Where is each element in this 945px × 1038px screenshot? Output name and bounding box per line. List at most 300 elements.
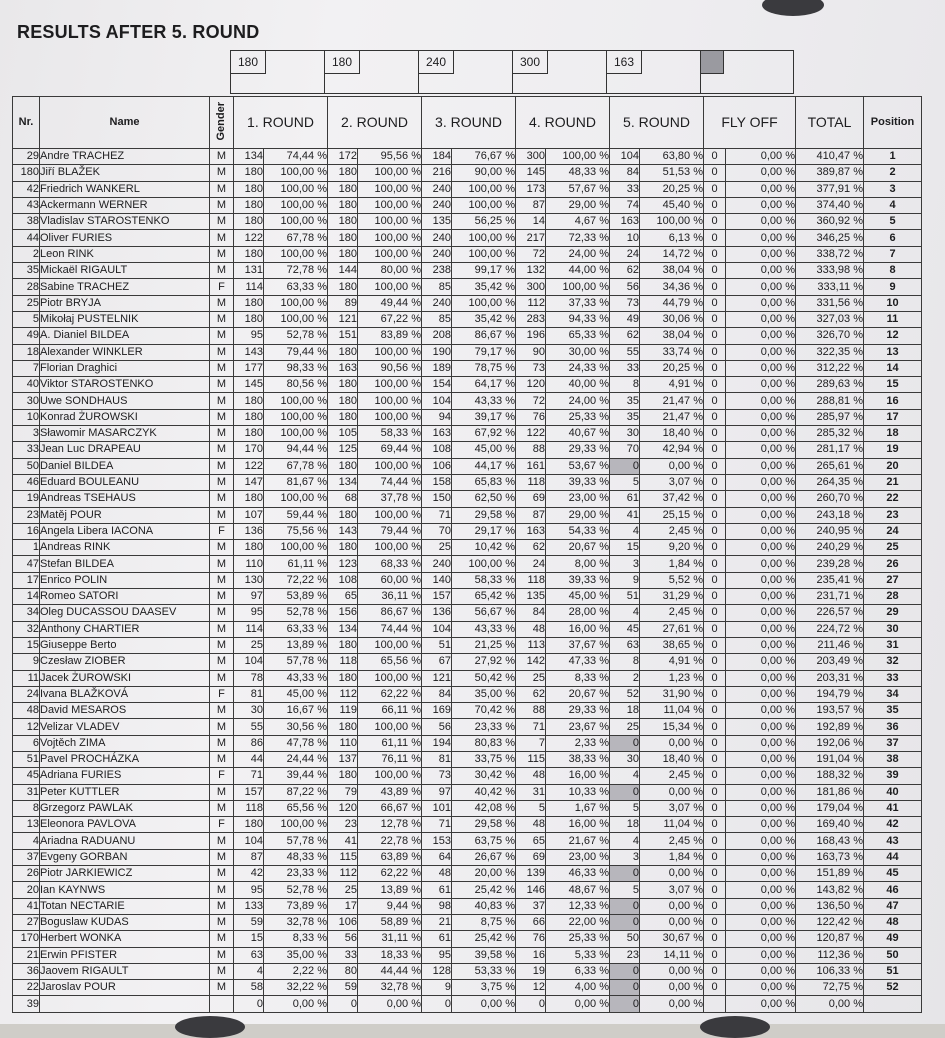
round-4-points: 88 <box>516 442 546 458</box>
competitor-nr: 6 <box>13 735 40 751</box>
flyoff-points: 0 <box>704 686 726 702</box>
flyoff-percent: 0,00 % <box>726 898 796 914</box>
round-3-percent: 100,00 % <box>452 197 516 213</box>
round-1-percent: 73,89 % <box>264 898 328 914</box>
max-points-flyoff <box>700 50 794 94</box>
competitor-name: Jaovem RIGAULT <box>40 963 210 979</box>
round-4-points: 65 <box>516 833 546 849</box>
position: 22 <box>864 491 922 507</box>
round-3-points: 238 <box>422 263 452 279</box>
round-2-points: 108 <box>328 572 358 588</box>
competitor-nr: 17 <box>13 572 40 588</box>
flyoff-points: 0 <box>704 572 726 588</box>
position: 42 <box>864 817 922 833</box>
round-1-percent: 100,00 % <box>264 491 328 507</box>
round-3-points: 84 <box>422 686 452 702</box>
round-3-percent: 29,58 % <box>452 507 516 523</box>
round-3-points: 189 <box>422 360 452 376</box>
round-3-points: 104 <box>422 393 452 409</box>
competitor-name: Leon RINK <box>40 246 210 262</box>
competitor-name: Andre TRACHEZ <box>40 149 210 165</box>
table-row <box>13 817 922 833</box>
round-3-percent: 53,33 % <box>452 963 516 979</box>
flyoff-percent: 0,00 % <box>726 197 796 213</box>
round-3-points: 240 <box>422 556 452 572</box>
round-1-percent: 87,22 % <box>264 784 328 800</box>
table-row <box>13 491 922 507</box>
total-percent: 151,89 % <box>796 866 864 882</box>
round-5-percent: 30,67 % <box>640 931 704 947</box>
round-2-percent: 80,00 % <box>358 263 422 279</box>
position: 6 <box>864 230 922 246</box>
total-percent: 264,35 % <box>796 474 864 490</box>
round-4-percent: 30,00 % <box>546 344 610 360</box>
round-3-percent: 62,50 % <box>452 491 516 507</box>
round-2-points: 110 <box>328 735 358 751</box>
round-4-points: 12 <box>516 980 546 996</box>
competitor-nr: 27 <box>13 914 40 930</box>
round-3-percent: 25,42 % <box>452 882 516 898</box>
round-5-points: 18 <box>610 817 640 833</box>
round-5-percent: 1,84 % <box>640 556 704 572</box>
round-5-points: 35 <box>610 393 640 409</box>
round-3-points: 70 <box>422 523 452 539</box>
round-5-points: 61 <box>610 491 640 507</box>
round-1-points: 136 <box>234 523 264 539</box>
flyoff-points: 0 <box>704 474 726 490</box>
round-3-points: 0 <box>422 996 452 1012</box>
flyoff-percent: 0,00 % <box>726 637 796 653</box>
round-4-percent: 23,00 % <box>546 491 610 507</box>
round-2-percent: 58,33 % <box>358 426 422 442</box>
header-round-5: 5. ROUND <box>610 97 704 149</box>
round-3-percent: 43,33 % <box>452 393 516 409</box>
round-4-percent: 48,33 % <box>546 165 610 181</box>
round-5-points: 5 <box>610 800 640 816</box>
round-5-percent: 0,00 % <box>640 963 704 979</box>
competitor-gender: M <box>210 393 234 409</box>
position: 48 <box>864 914 922 930</box>
round-3-percent: 43,33 % <box>452 621 516 637</box>
flyoff-percent: 0,00 % <box>726 507 796 523</box>
round-5-points: 0 <box>610 898 640 914</box>
round-1-points: 0 <box>234 996 264 1012</box>
round-1-points: 180 <box>234 214 264 230</box>
round-3-points: 157 <box>422 589 452 605</box>
round-3-points: 9 <box>422 980 452 996</box>
total-percent: 194,79 % <box>796 686 864 702</box>
round-3-percent: 56,67 % <box>452 605 516 621</box>
flyoff-points: 0 <box>704 931 726 947</box>
competitor-name: Konrad ŻUROWSKI <box>40 409 210 425</box>
round-4-points: 62 <box>516 686 546 702</box>
flyoff-points: 0 <box>704 426 726 442</box>
round-5-percent: 0,00 % <box>640 784 704 800</box>
flyoff-percent: 0,00 % <box>726 311 796 327</box>
flyoff-percent: 0,00 % <box>726 963 796 979</box>
table-row <box>13 589 922 605</box>
round-1-points: 114 <box>234 621 264 637</box>
round-5-points: 0 <box>610 980 640 996</box>
flyoff-points: 0 <box>704 914 726 930</box>
round-3-percent: 63,75 % <box>452 833 516 849</box>
round-2-percent: 100,00 % <box>358 393 422 409</box>
competitor-name: Piotr BRYJA <box>40 295 210 311</box>
round-4-points: 0 <box>516 996 546 1012</box>
max-points-value: 163 <box>607 51 642 74</box>
flyoff-points: 0 <box>704 898 726 914</box>
round-4-points: 163 <box>516 523 546 539</box>
round-3-percent: 35,00 % <box>452 686 516 702</box>
flyoff-points: 0 <box>704 817 726 833</box>
round-3-points: 240 <box>422 295 452 311</box>
total-percent: 224,72 % <box>796 621 864 637</box>
round-4-points: 135 <box>516 589 546 605</box>
total-percent: 410,47 % <box>796 149 864 165</box>
round-5-points: 4 <box>610 605 640 621</box>
round-4-percent: 20,67 % <box>546 540 610 556</box>
competitor-gender: M <box>210 214 234 230</box>
position: 5 <box>864 214 922 230</box>
round-1-percent: 100,00 % <box>264 540 328 556</box>
round-1-points: 114 <box>234 279 264 295</box>
flyoff-points: 0 <box>704 768 726 784</box>
position: 50 <box>864 947 922 963</box>
round-3-percent: 70,42 % <box>452 703 516 719</box>
round-4-points: 48 <box>516 817 546 833</box>
max-points-value <box>701 51 724 74</box>
round-5-points: 74 <box>610 197 640 213</box>
round-5-percent: 18,40 % <box>640 751 704 767</box>
total-percent: 322,35 % <box>796 344 864 360</box>
round-4-percent: 4,00 % <box>546 980 610 996</box>
total-percent: 281,17 % <box>796 442 864 458</box>
round-1-percent: 100,00 % <box>264 393 328 409</box>
flyoff-percent: 0,00 % <box>726 246 796 262</box>
round-2-percent: 86,67 % <box>358 605 422 621</box>
flyoff-percent: 0,00 % <box>726 605 796 621</box>
flyoff-percent: 0,00 % <box>726 540 796 556</box>
round-3-points: 153 <box>422 833 452 849</box>
competitor-gender: M <box>210 426 234 442</box>
round-5-points: 4 <box>610 523 640 539</box>
round-4-percent: 40,00 % <box>546 377 610 393</box>
flyoff-percent: 0,00 % <box>726 784 796 800</box>
position: 9 <box>864 279 922 295</box>
competitor-gender: M <box>210 703 234 719</box>
round-4-percent: 54,33 % <box>546 523 610 539</box>
competitor-nr: 40 <box>13 377 40 393</box>
round-2-percent: 37,78 % <box>358 491 422 507</box>
flyoff-percent: 0,00 % <box>726 523 796 539</box>
round-5-percent: 11,04 % <box>640 817 704 833</box>
flyoff-points: 0 <box>704 393 726 409</box>
round-4-percent: 24,00 % <box>546 246 610 262</box>
round-4-percent: 2,33 % <box>546 735 610 751</box>
competitor-gender: M <box>210 654 234 670</box>
round-3-points: 85 <box>422 311 452 327</box>
round-1-points: 63 <box>234 947 264 963</box>
competitor-gender: M <box>210 328 234 344</box>
round-1-points: 87 <box>234 849 264 865</box>
competitor-name: Grzegorz PAWLAK <box>40 800 210 816</box>
round-1-percent: 52,78 % <box>264 882 328 898</box>
round-3-percent: 58,33 % <box>452 572 516 588</box>
round-2-percent: 65,56 % <box>358 654 422 670</box>
round-1-points: 42 <box>234 866 264 882</box>
round-5-points: 41 <box>610 507 640 523</box>
round-3-points: 61 <box>422 882 452 898</box>
flyoff-points: 0 <box>704 311 726 327</box>
round-1-points: 131 <box>234 263 264 279</box>
flyoff-percent: 0,00 % <box>726 914 796 930</box>
round-3-points: 25 <box>422 540 452 556</box>
total-percent: 333,98 % <box>796 263 864 279</box>
round-5-percent: 0,00 % <box>640 914 704 930</box>
round-4-percent: 72,33 % <box>546 230 610 246</box>
round-3-points: 56 <box>422 719 452 735</box>
round-3-points: 21 <box>422 914 452 930</box>
flyoff-percent: 0,00 % <box>726 947 796 963</box>
flyoff-percent: 0,00 % <box>726 572 796 588</box>
round-1-points: 55 <box>234 719 264 735</box>
round-5-points: 62 <box>610 328 640 344</box>
round-4-points: 66 <box>516 914 546 930</box>
competitor-gender: M <box>210 849 234 865</box>
competitor-name: Mikołaj PUSTELNIK <box>40 311 210 327</box>
round-1-percent: 32,22 % <box>264 980 328 996</box>
competitor-nr: 36 <box>13 963 40 979</box>
total-percent: 389,87 % <box>796 165 864 181</box>
competitor-name: Vladislav STAROSTENKO <box>40 214 210 230</box>
flyoff-percent: 0,00 % <box>726 833 796 849</box>
round-1-percent: 53,89 % <box>264 589 328 605</box>
competitor-name: Florian Draghici <box>40 360 210 376</box>
round-2-percent: 100,00 % <box>358 377 422 393</box>
total-percent: 191,04 % <box>796 751 864 767</box>
total-percent: 260,70 % <box>796 491 864 507</box>
competitor-gender: M <box>210 197 234 213</box>
round-4-percent: 24,33 % <box>546 360 610 376</box>
total-percent: 120,87 % <box>796 931 864 947</box>
round-5-percent: 2,45 % <box>640 768 704 784</box>
round-4-percent: 5,33 % <box>546 947 610 963</box>
max-points-round-2 <box>324 50 418 94</box>
round-2-percent: 100,00 % <box>358 540 422 556</box>
flyoff-percent: 0,00 % <box>726 393 796 409</box>
round-1-points: 130 <box>234 572 264 588</box>
round-5-percent: 0,00 % <box>640 980 704 996</box>
round-5-percent: 18,40 % <box>640 426 704 442</box>
flyoff-points: 0 <box>704 295 726 311</box>
round-1-percent: 100,00 % <box>264 311 328 327</box>
round-2-points: 156 <box>328 605 358 621</box>
round-2-percent: 100,00 % <box>358 409 422 425</box>
competitor-name: Ackermann WERNER <box>40 197 210 213</box>
round-5-percent: 0,00 % <box>640 866 704 882</box>
competitor-nr: 16 <box>13 523 40 539</box>
position: 37 <box>864 735 922 751</box>
round-2-percent: 44,44 % <box>358 963 422 979</box>
competitor-gender: M <box>210 491 234 507</box>
competitor-gender: M <box>210 474 234 490</box>
flyoff-percent: 0,00 % <box>726 751 796 767</box>
competitor-nr: 22 <box>13 980 40 996</box>
round-1-points: 78 <box>234 670 264 686</box>
flyoff-percent: 0,00 % <box>726 165 796 181</box>
competitor-gender: M <box>210 947 234 963</box>
round-4-percent: 1,67 % <box>546 800 610 816</box>
round-4-points: 88 <box>516 703 546 719</box>
round-3-percent: 25,42 % <box>452 931 516 947</box>
round-4-points: 173 <box>516 181 546 197</box>
round-3-points: 108 <box>422 442 452 458</box>
competitor-gender: M <box>210 914 234 930</box>
round-3-percent: 23,33 % <box>452 719 516 735</box>
total-percent: 331,56 % <box>796 295 864 311</box>
flyoff-points: 0 <box>704 409 726 425</box>
round-3-percent: 86,67 % <box>452 328 516 344</box>
round-3-points: 216 <box>422 165 452 181</box>
flyoff-percent: 0,00 % <box>726 149 796 165</box>
position: 38 <box>864 751 922 767</box>
round-5-percent: 9,20 % <box>640 540 704 556</box>
round-4-percent: 47,33 % <box>546 654 610 670</box>
round-3-points: 73 <box>422 768 452 784</box>
round-2-points: 112 <box>328 866 358 882</box>
total-percent: 326,70 % <box>796 328 864 344</box>
competitor-gender: M <box>210 360 234 376</box>
max-points-round-3 <box>418 50 512 94</box>
round-3-points: 81 <box>422 751 452 767</box>
table-row <box>13 246 922 262</box>
round-3-percent: 35,42 % <box>452 279 516 295</box>
round-1-points: 143 <box>234 344 264 360</box>
round-4-points: 113 <box>516 637 546 653</box>
total-percent: 235,41 % <box>796 572 864 588</box>
total-percent: 240,95 % <box>796 523 864 539</box>
round-3-percent: 39,17 % <box>452 409 516 425</box>
round-1-points: 104 <box>234 833 264 849</box>
competitor-nr: 29 <box>13 149 40 165</box>
round-1-points: 81 <box>234 686 264 702</box>
round-1-points: 180 <box>234 181 264 197</box>
position: 19 <box>864 442 922 458</box>
competitor-nr: 18 <box>13 344 40 360</box>
position: 24 <box>864 523 922 539</box>
round-3-points: 97 <box>422 784 452 800</box>
round-4-percent: 6,33 % <box>546 963 610 979</box>
round-1-percent: 2,22 % <box>264 963 328 979</box>
total-percent: 374,40 % <box>796 197 864 213</box>
round-1-points: 145 <box>234 377 264 393</box>
round-3-percent: 42,08 % <box>452 800 516 816</box>
position: 47 <box>864 898 922 914</box>
round-3-points: 158 <box>422 474 452 490</box>
round-2-percent: 76,11 % <box>358 751 422 767</box>
flyoff-percent: 0,00 % <box>726 295 796 311</box>
round-2-points: 106 <box>328 914 358 930</box>
table-row <box>13 800 922 816</box>
round-2-points: 0 <box>328 996 358 1012</box>
round-5-points: 104 <box>610 149 640 165</box>
round-4-points: 84 <box>516 605 546 621</box>
round-5-percent: 20,25 % <box>640 181 704 197</box>
flyoff-points: 0 <box>704 263 726 279</box>
flyoff-points: 0 <box>704 246 726 262</box>
round-1-percent: 43,33 % <box>264 670 328 686</box>
max-points-value: 180 <box>231 51 266 74</box>
round-2-points: 180 <box>328 507 358 523</box>
round-4-points: 7 <box>516 735 546 751</box>
total-percent: 203,31 % <box>796 670 864 686</box>
competitor-gender: M <box>210 311 234 327</box>
round-2-percent: 100,00 % <box>358 230 422 246</box>
flyoff-points: 0 <box>704 589 726 605</box>
total-percent: 289,63 % <box>796 377 864 393</box>
flyoff-points: 0 <box>704 197 726 213</box>
table-header-row <box>13 97 922 149</box>
round-2-points: 125 <box>328 442 358 458</box>
round-5-points: 49 <box>610 311 640 327</box>
round-2-percent: 66,67 % <box>358 800 422 816</box>
round-2-points: 115 <box>328 849 358 865</box>
flyoff-percent: 0,00 % <box>726 980 796 996</box>
round-1-percent: 59,44 % <box>264 507 328 523</box>
table-row <box>13 996 922 1012</box>
round-1-percent: 39,44 % <box>264 768 328 784</box>
round-3-percent: 40,42 % <box>452 784 516 800</box>
round-1-points: 104 <box>234 654 264 670</box>
round-2-points: 59 <box>328 980 358 996</box>
flyoff-percent: 0,00 % <box>726 377 796 393</box>
round-3-points: 208 <box>422 328 452 344</box>
total-percent: 106,33 % <box>796 963 864 979</box>
round-5-points: 56 <box>610 279 640 295</box>
binder-hole <box>700 1016 770 1038</box>
round-1-percent: 13,89 % <box>264 637 328 653</box>
competitor-nr: 11 <box>13 670 40 686</box>
competitor-name: Evgeny GORBAN <box>40 849 210 865</box>
round-4-percent: 39,33 % <box>546 474 610 490</box>
round-2-percent: 61,11 % <box>358 735 422 751</box>
round-2-points: 180 <box>328 719 358 735</box>
round-5-points: 30 <box>610 426 640 442</box>
round-1-points: 180 <box>234 817 264 833</box>
position: 33 <box>864 670 922 686</box>
round-1-percent: 100,00 % <box>264 197 328 213</box>
competitor-nr: 30 <box>13 393 40 409</box>
flyoff-percent: 0,00 % <box>726 621 796 637</box>
competitor-nr: 51 <box>13 751 40 767</box>
header-round-3: 3. ROUND <box>422 97 516 149</box>
round-1-percent: 74,44 % <box>264 149 328 165</box>
round-1-points: 15 <box>234 931 264 947</box>
position: 14 <box>864 360 922 376</box>
flyoff-points: 0 <box>704 980 726 996</box>
round-2-points: 123 <box>328 556 358 572</box>
competitor-nr: 3 <box>13 426 40 442</box>
round-1-points: 180 <box>234 540 264 556</box>
position <box>864 996 922 1012</box>
round-3-points: 128 <box>422 963 452 979</box>
competitor-name: Eduard BOULEANU <box>40 474 210 490</box>
round-1-points: 180 <box>234 246 264 262</box>
round-3-points: 101 <box>422 800 452 816</box>
flyoff-points: 0 <box>704 442 726 458</box>
round-1-points: 180 <box>234 491 264 507</box>
round-2-percent: 60,00 % <box>358 572 422 588</box>
